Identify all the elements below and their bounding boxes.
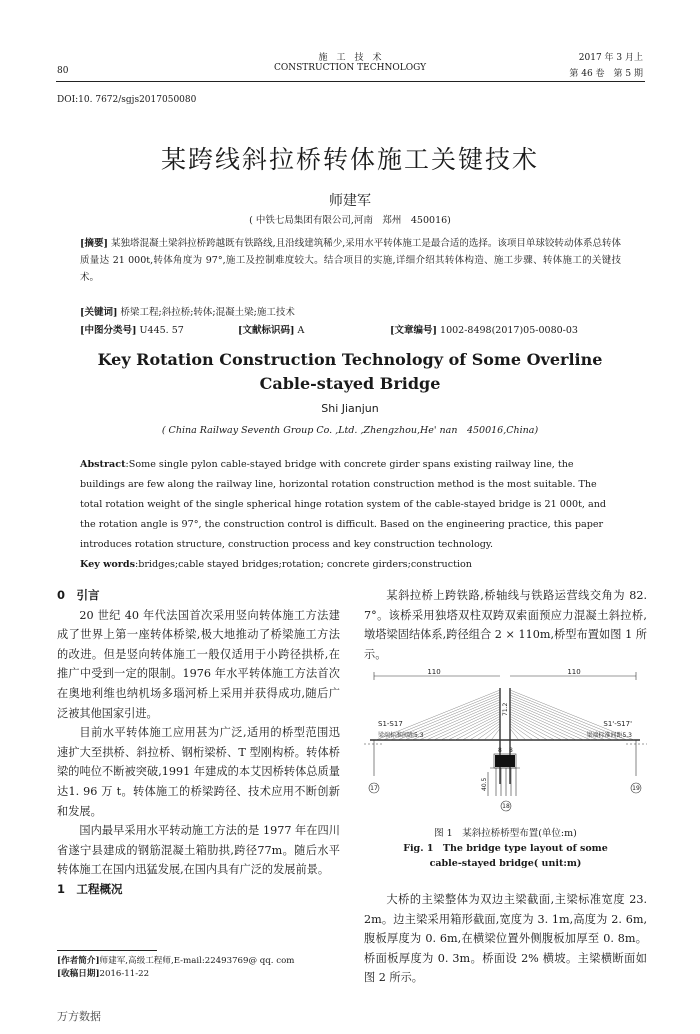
abstract-en-line: introduces rotation structure, construction process and key construction technology. (80, 539, 494, 550)
stay-cable (510, 712, 569, 740)
abstract-en-line: total rotation weight of the single spherical hinge rotation system of the cable-stayed bridge is 21 000t, and (80, 499, 607, 510)
footnote-author-text: 师建军,高级工程师,E-mail:22493769@ qq. com (99, 956, 295, 966)
stay-cable (419, 704, 500, 740)
stay-cable (510, 728, 519, 740)
volume-issue: 第 46 卷 第 5 期 (569, 69, 643, 79)
girder-right-label: 梁端标准间距5.3 (586, 732, 632, 739)
keywords-en-text: :bridges;cable stayed bridges;rotation; concrete girders;construction (134, 559, 472, 570)
stay-cable (510, 724, 533, 740)
abstract-cn (80, 235, 621, 286)
footnote-date-text: 2016-11-22 (99, 969, 150, 979)
left-column (57, 586, 340, 900)
span-left-label: 110 (427, 668, 441, 676)
paragraph: 国内最早采用水平转动施工方法的是 1977 年在四川省遂宁县建成的钢筋混凝土箱肋拱,跨径77m。随后水平转体施工在国内迅猛发展,在国内具有广泛的发展前景。 (57, 824, 340, 877)
section-heading-intro: 0 引言 (57, 588, 100, 602)
issue-date: 2017 年 3 月上 (578, 53, 643, 63)
footnote-author-label: [作者简介] (57, 956, 100, 966)
article-number-value: 1002-8498(2017)05-0080-03 (440, 325, 578, 336)
pier-height-label: 40.5 (481, 777, 488, 791)
paragraph: 某斜拉桥上跨铁路,桥轴线与铁路运营线交角为 82. 7°。该桥采用独塔双柱双跨双索面预应力混凝土斜拉桥,墩塔梁固结体系,跨径组合 2 × 110m,桥型布置如图 1 所示。 (364, 589, 647, 661)
keywords-en-label: Key words (80, 559, 135, 570)
affiliation-en: ( China Railway Seventh Group Co. ,Ltd. ,Zhengzhou,He' nan 450016,China) (161, 425, 539, 436)
paragraph: 大桥的主梁整体为双边主梁截面,主梁标准宽度 23. 2m。边主梁采用箱形截面,宽度为 3. 1m,高度为 2. 6m,腹板厚度为 0. 6m,在横梁位置外侧腹板加厚至 0. 8m。桥面板厚度为 0. 3m。桥面设 2% 横坡。主梁横断面如图 2 所示。 (364, 893, 647, 985)
stay-cable (491, 728, 500, 740)
rotation-hinge-block (495, 755, 515, 767)
pier-right-number: 19 (632, 785, 640, 792)
keywords-cn (80, 304, 295, 318)
span-right-label: 110 (567, 668, 581, 676)
footnote-rule (57, 950, 157, 951)
classification-label: [中图分类号] (80, 325, 137, 336)
watermark: 万方数据 (57, 1010, 101, 1023)
abstract-en-line: :Some single pylon cable-stayed bridge with concrete girder spans existing railway line, the (125, 459, 574, 470)
girder-left-label: 梁端标准间距5.3 (378, 732, 424, 739)
title-cn: 某跨线斜拉桥转体施工关键技术 (160, 145, 539, 174)
abstract-cn-label: [摘要] (80, 238, 109, 249)
document-code-value: A (297, 325, 305, 336)
document-code (238, 322, 304, 336)
stay-cable (477, 724, 500, 740)
abstract-en-label: Abstract (80, 459, 126, 470)
article-number-label: [文章编号] (390, 325, 437, 336)
figure-caption-en-1: Fig. 1 The bridge type layout of some (403, 843, 608, 854)
author-en: Shi Jianjun (321, 402, 379, 415)
paragraph: 目前水平转体施工应用甚为广泛,适用的桥型范围迅速扩大至拱桥、斜拉桥、钢桁梁桥、T 型刚构桥。转体桥梁的吨位不断被突破,1991 年建成的本艾因桥转体总质量达1. 96 万 t。转体施工的桥梁跨径、技术应用不断创新和发展。 (57, 726, 340, 818)
stay-cable (441, 712, 500, 740)
footnote (57, 955, 294, 981)
pier-left-number: 17 (370, 785, 378, 792)
figure-bridge-layout (364, 666, 647, 818)
journal-name-en: CONSTRUCTION TECHNOLOGY (273, 63, 427, 73)
classification (80, 322, 184, 336)
abstract-en-line: the rotation angle is 97°, the construction control is difficult. Based on the engineering practice, this paper (80, 519, 604, 530)
article-number (390, 322, 578, 336)
figure-caption-cn: 图 1 某斜拉桥桥型布置(单位:m) (434, 828, 577, 839)
dim-a-label: 8 (498, 747, 502, 754)
cable-left-label: S1-S17 (378, 720, 403, 728)
cable-right-label: S1'-S17' (603, 720, 632, 728)
header-rule (56, 81, 645, 82)
author-cn: 师建军 (329, 193, 371, 209)
journal-name-cn: 施 工 技 术 (318, 53, 382, 63)
dim-b-label: 8 (509, 747, 513, 754)
tower-height-label: 71.2 (502, 702, 509, 716)
title-en-line2: Cable-stayed Bridge (259, 374, 441, 393)
stay-cable (510, 714, 562, 740)
paragraph: 20 世纪 40 年代法国首次采用竖向转体施工方法建成了世界上第一座转体桥梁,极大地推动了桥梁施工方法的改进。但是竖向转体施工一般仅适用于小跨径拱桥,在推广中受到一定的限制。1976 年水平转体施工方法首次在奥地利维也纳机场多瑙河桥上采用并获得成功,随后广泛被其他国家引进。 (57, 608, 340, 720)
keywords-cn-text: 桥梁工程;斜拉桥;转体;混凝土梁;施工技术 (120, 307, 295, 318)
right-column-top (364, 586, 647, 664)
stay-cable (510, 704, 591, 740)
abstract-en-line: buildings are few along the railway line, horizontal rotation construction method is the most suitable. The (80, 479, 597, 490)
doi: DOI:10. 7672/sgjs2017050080 (57, 95, 197, 105)
affiliation-cn: ( 中铁七局集团有限公司,河南 郑州 450016) (249, 215, 451, 226)
pier-mid-number: 18 (502, 803, 510, 810)
footnote-date-label: [收稿日期] (57, 969, 100, 979)
keywords-cn-label: [关键词] (80, 307, 118, 318)
stay-cable (448, 714, 500, 740)
section-heading-overview: 1 工程概况 (57, 881, 123, 896)
figure-caption (364, 826, 647, 871)
right-column-bottom (364, 890, 647, 988)
figure-caption-en-2: cable-stayed bridge( unit:m) (429, 858, 582, 869)
classification-value: U445. 57 (139, 325, 184, 336)
page-number: 80 (57, 66, 69, 76)
abstract-en (80, 455, 621, 575)
title-en-line1: Key Rotation Construction Technology of Some Overline (97, 350, 603, 369)
document-code-label: [文献标识码] (238, 325, 295, 336)
abstract-cn-text: 某独塔混凝土梁斜拉桥跨越既有铁路线,且沿线建筑稀少,采用水平转体施工是最合适的选择。该项目单球铰转动体系总转体质量达 21 000t,转体角度为 97°,施工及控制难度较大。结合项目的实施,详细介绍其转体构造、施工步骤、转体施工的关键技术。 (80, 238, 621, 283)
